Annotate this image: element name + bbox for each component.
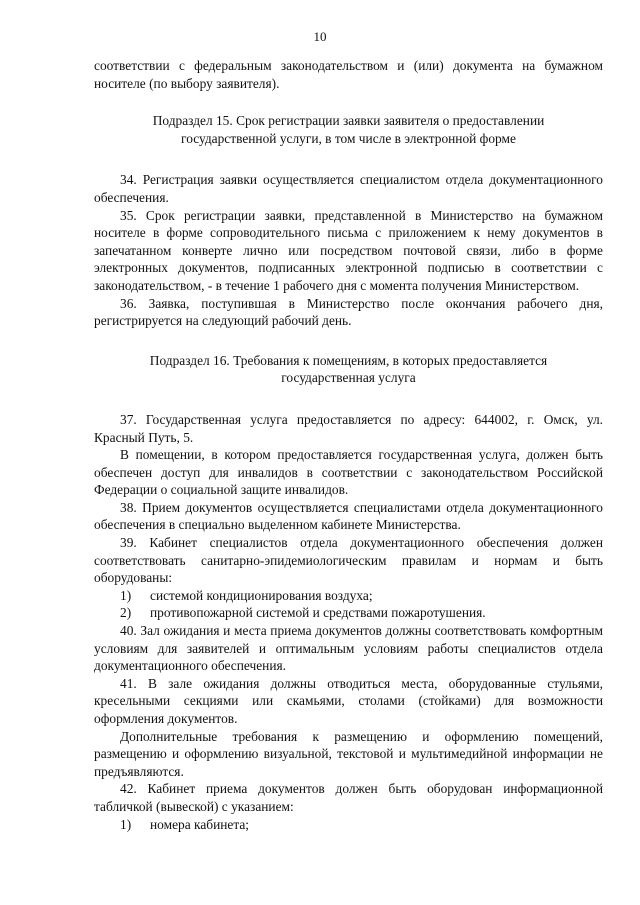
paragraph-37-accessibility: В помещении, в котором предоставляется государственная услуга, должен быть обеспечен доступ для инвалидов в соответствии с законодательством Российской Федерации о социальной защите инвалидов. [94, 447, 603, 498]
list-item-number: 1) [120, 816, 132, 832]
list-item-text: номера кабинета; [150, 816, 250, 832]
list-item-text: системой кондиционирования воздуха; [150, 587, 373, 603]
subsection-16-heading: Подраздел 16. Требования к помещениям, в которых предоставляется государственная услуга [149, 352, 548, 386]
paragraph-41: 41. В зале ожидания должны отводиться места, оборудованные стульями, кресельными секциями или скамьями, столами (стойками) для возможности оформления документов. [94, 675, 603, 726]
paragraph-40: 40. Зал ожидания и места приема документов должны соответствовать комфортным условиям для заявителей и оптимальным условиям работы специалистов отдела документационного обеспечения. [94, 623, 603, 674]
list-item-number: 1) [120, 587, 132, 603]
subsection-15-heading: Подраздел 15. Срок регистрации заявки заявителя о предоставлении государственной услуги, в том числе в электронной форме [152, 113, 545, 146]
list-item-number: 2) [120, 605, 132, 621]
document-body [94, 57, 603, 833]
page-number: 10 [313, 29, 327, 44]
paragraph-35: 35. Срок регистрации заявки, представленной в Министерство на бумажном носителе в форме сопроводительного письма с приложением к нему документов в запечатанном конверте лично или посредством почтовой связи, либо в форме электронных документов, подписанных электронной подписью в соответствии с законодательством, - в течение 1 рабочего дня с момента получения Министерством. [94, 207, 603, 293]
paragraph-38: 38. Прием документов осуществляется специалистами отдела документационного обеспечения в специально выделенном кабинете Министерства. [94, 499, 603, 533]
list-item-text: противопожарной системой и средствами пожаротушения. [150, 605, 486, 621]
paragraph-37: 37. Государственная услуга предоставляется по адресу: 644002, г. Омск, ул. Красный Путь, 5. [94, 411, 603, 445]
paragraph-42: 42. Кабинет приема документов должен быть оборудован информационной табличкой (вывеской) с указанием: [94, 781, 603, 814]
list-item [94, 604, 603, 622]
list-item [94, 816, 603, 834]
paragraph-34: 34. Регистрация заявки осуществляется специалистом отдела документационного обеспечения. [94, 172, 603, 205]
paragraph-36: 36. Заявка, поступившая в Министерство после окончания рабочего дня, регистрируется на следующий рабочий день. [94, 295, 603, 329]
paragraph-39: 39. Кабинет специалистов отдела документационного обеспечения должен соответствовать санитарно-эпидемиологическим правилам и нормам и быть оборудованы: [94, 535, 603, 586]
paragraph-continuation: соответствии с федеральным законодательством и (или) документа на бумажном носителе (по выбору заявителя). [94, 58, 603, 91]
list-item [94, 587, 603, 605]
paragraph-41-additional: Дополнительные требования к размещению и оформлению помещений, размещению и оформлению визуальной, текстовой и мультимедийной информации не предъявляются. [94, 728, 603, 779]
